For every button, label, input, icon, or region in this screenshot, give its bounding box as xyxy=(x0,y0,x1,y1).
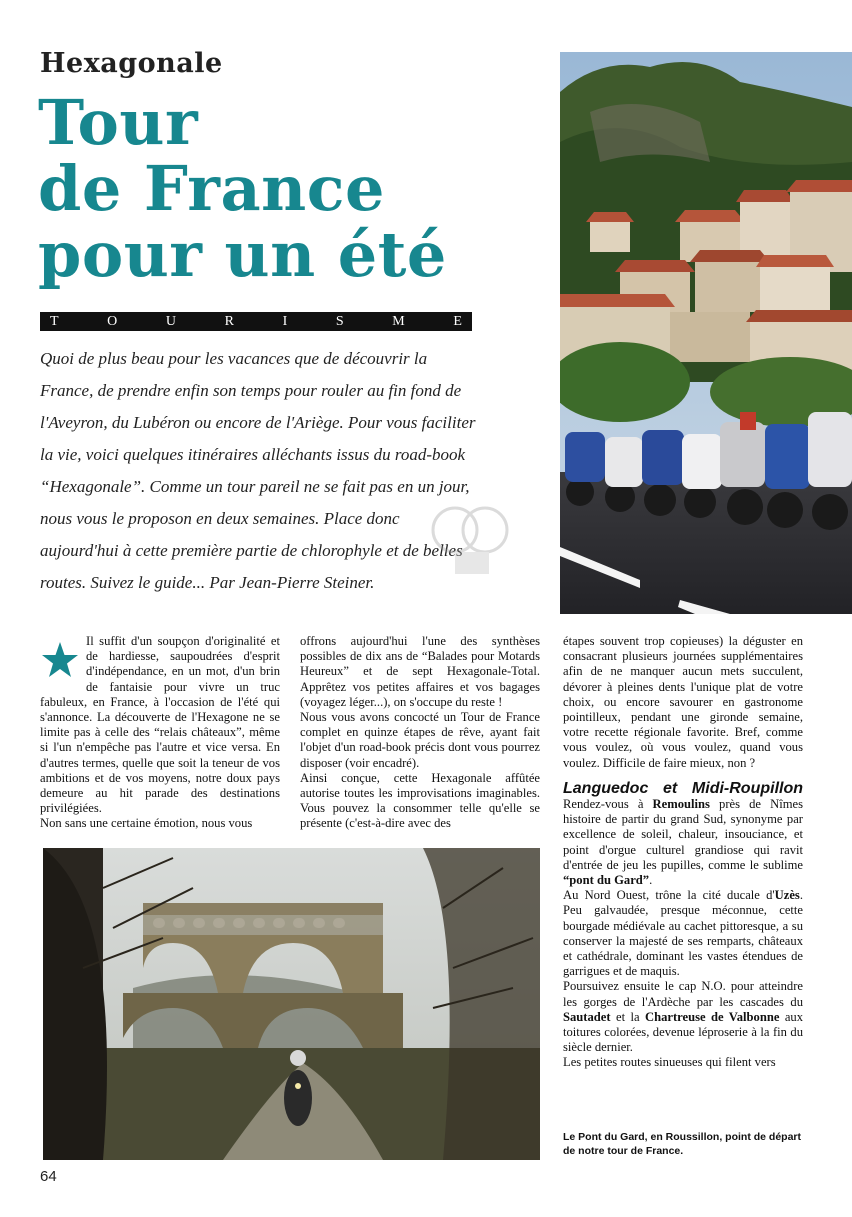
watermark-logo xyxy=(425,500,515,580)
article-column-3 xyxy=(563,634,803,1071)
article-column-1 xyxy=(40,634,280,832)
text-run: . xyxy=(649,873,653,888)
subhead-languedoc: Languedoc et Midi-Roupillon xyxy=(563,779,803,797)
photo-caption: Le Pont du Gard, en Roussillon, point de départ de notre tour de France. xyxy=(563,1131,802,1157)
body-paragraph: Ainsi conçue, cette Hexagonale affûtée autorise toutes les improvisations imaginables. Vous pouvez la consommer telle qu'elle se présente (c'est-à-dire avec des xyxy=(300,770,540,831)
text-run: Au Nord Ouest, trône la cité ducale d' xyxy=(563,888,775,903)
body-paragraph: Non sans une certaine émotion, nous vous xyxy=(40,816,253,831)
section-letter: O xyxy=(107,314,118,329)
section-letter: R xyxy=(224,314,234,329)
text-run: Rendez-vous à xyxy=(563,797,653,812)
text-run: près de Nîmes histoire de partir du grand Sud, synonyme par excellence de soleil, chaleur, insouciance, et point d'orgue culturel grandiose qui ravit d'entrée de jeu les pupilles, comme le sublime xyxy=(563,797,803,872)
section-kicker: Hexagonale xyxy=(40,48,223,79)
section-letter: E xyxy=(453,314,462,329)
body-paragraph xyxy=(563,888,803,979)
text-run: aux toitures colorées, devenue léproserie à la fin du siècle dernier. xyxy=(563,1009,804,1055)
star-dropcap-icon xyxy=(40,640,80,680)
intro-paragraph: Quoi de plus beau pour les vacances que de découvrir la France, de prendre enfin son temps pour rouler au fin fond de l'Aveyron, du Lubéron ou encore de l'Ariège. Pour vous faciliter la vie, voici quelques itinéraires alléchants issus du road-book “Hexagonale”. Comme un tour pareil ne se fait pas en un jour, nous vous le proposon en deux semaines. Place donc aujourd'hui à cette première partie de chlorophyle et de belles routes. Suivez le guide... Par Jean-Pierre Steiner. xyxy=(40,349,476,592)
title-line-1: Tour xyxy=(38,86,199,159)
section-letter: M xyxy=(392,314,405,329)
section-letter: S xyxy=(335,314,344,329)
text-run: et la xyxy=(610,1009,645,1024)
place-name: Remoulins xyxy=(652,797,710,812)
body-paragraph: Nous vous avons concocté un Tour de France complet en quinze étapes de rêve, ayant fait l'objet d'un road-book précis dont vous pourrez disposer (voir encadré). xyxy=(300,710,540,770)
body-paragraph xyxy=(563,781,803,888)
pont-du-gard-photo xyxy=(43,848,540,1160)
section-bar xyxy=(40,312,472,331)
body-paragraph: étapes souvent trop copieuses) la déguster en consacrant plusieurs journées supplémentaires afin de ne manquer aucun mets succulent, dévorer à pleines dents l'unique plat de votre choix, ou encore savourer en gastronome pointilleux, pendant une gironde semaine, votre recette régionale favorite. Bref, comme vous voulez, où vous voulez, quand vous voulez. Difficile de faire mieux, non ? xyxy=(563,634,803,770)
place-name: Uzès xyxy=(774,888,800,903)
body-paragraph: Il suffit d'un soupçon d'originalité et de hardiesse, saupoudrées d'esprit d'indépendance, en un mot, d'un brin de fantaisie pour vivre un truc fabuleux, en France, à l'occasion de l'été qui s'annonce. La découverte de l'Hexagone ne se limite pas à celle des “relais châteaux”, même si l'un n'empêche pas l'autre et vice versa. En d'autres termes, quelle que soit la teneur de vos ambitions et de vos moyens, notre doux pays demeure au hit parade des destinations privilégiées. xyxy=(40,634,280,816)
place-name: Sautadet xyxy=(563,1009,611,1024)
text-run: Poursuivez ensuite le cap N.O. pour atteindre les gorges de l'Ardèche par les cascades du xyxy=(563,979,803,1009)
article-title xyxy=(38,86,558,291)
article-column-2 xyxy=(300,634,540,832)
place-name: Chartreuse de Valbonne xyxy=(644,1009,780,1024)
title-line-3: pour un été xyxy=(38,218,447,291)
page-number: 64 xyxy=(40,1168,57,1185)
section-letter: T xyxy=(50,314,59,329)
text-run: . Peu galvaudée, presque méconnue, cette bourgade médiévale au cachet pittoresque, a su conserver la majesté de ses remparts, châteaux et cathédrale, dominant les vastes étendues de garrigues et de maquis. xyxy=(563,888,803,979)
body-paragraph: Les petites routes sinueuses qui filent vers xyxy=(563,1055,776,1070)
place-name: “pont du Gard” xyxy=(563,873,650,888)
village-motorcycles-photo xyxy=(560,52,852,614)
section-letter: I xyxy=(282,314,288,329)
body-paragraph xyxy=(563,979,803,1055)
title-line-2: de France xyxy=(38,152,385,225)
body-paragraph: offrons aujourd'hui l'une des synthèses possibles de dix ans de “Balades pour Motards Heureux” et de sept Hexagonale-Total. Apprêtez vos petites affaires et vos bagages (voyagez léger...), on s'occupe du reste ! xyxy=(300,634,540,709)
section-letter: U xyxy=(165,314,177,329)
